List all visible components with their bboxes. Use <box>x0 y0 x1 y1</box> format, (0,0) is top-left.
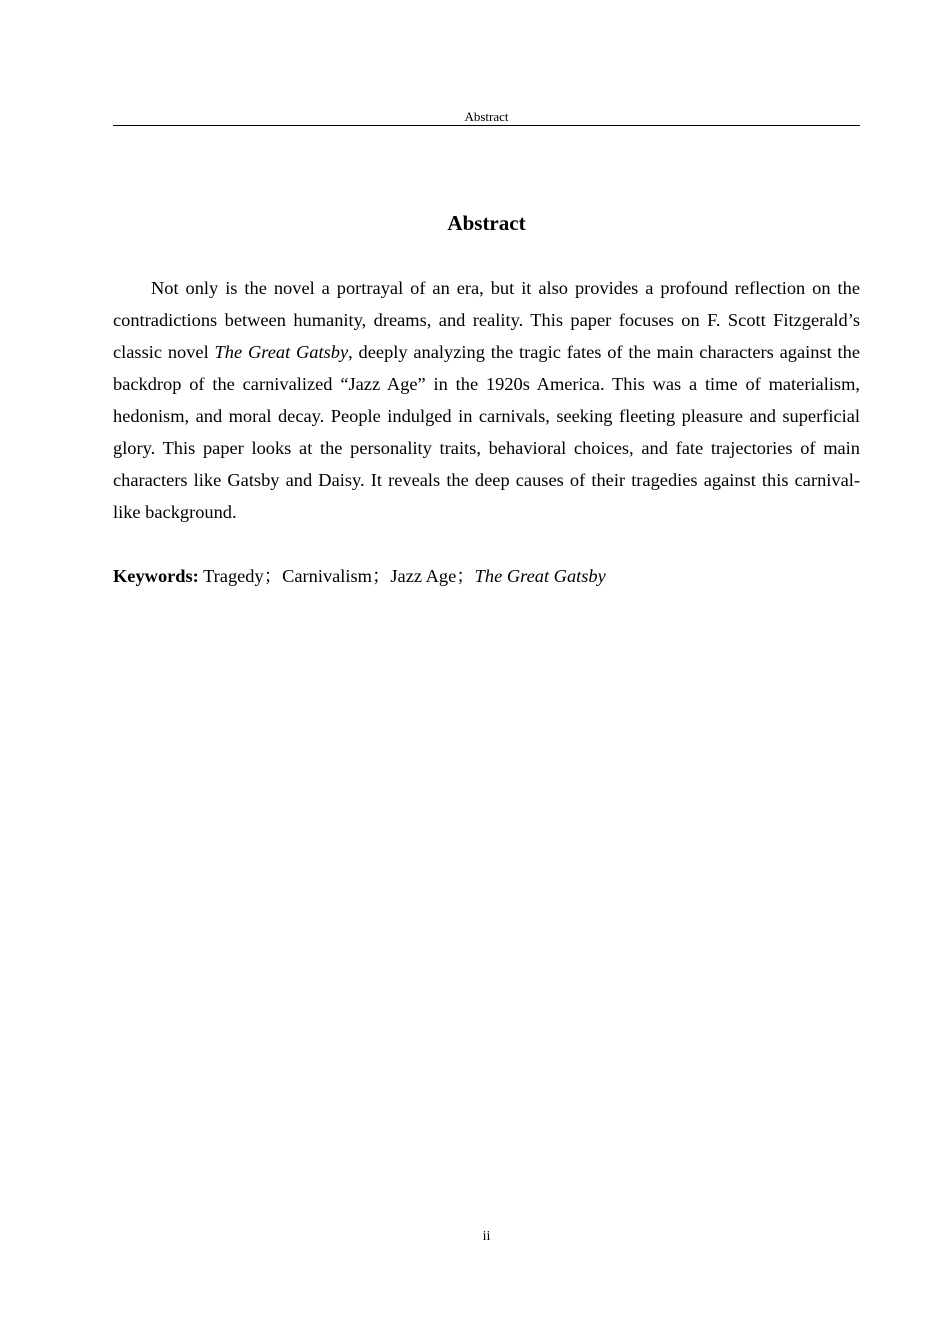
keyword-item: Carnivalism； <box>282 566 391 586</box>
header-rule <box>113 125 860 126</box>
abstract-paragraph <box>113 272 860 528</box>
abstract-text-part1: Not only is the novel a portrayal of an era, but it also provides a profound reflection on the contradictions between humanity, dreams, and reality. This paper focuses on F. Scott Fitzgerald’s classic novel <box>113 278 860 362</box>
abstract-book-title: The Great Gatsby <box>214 342 349 362</box>
page-number: ii <box>482 1229 491 1244</box>
running-header: Abstract <box>464 109 509 124</box>
keyword-item-book-title: The Great Gatsby <box>474 566 606 586</box>
page-title: Abstract <box>447 211 526 235</box>
keywords-line <box>113 560 860 592</box>
keywords-label: Keywords: <box>113 566 199 586</box>
keyword-item: Tragedy； <box>203 566 283 586</box>
abstract-text-part2: , deeply analyzing the tragic fates of the main characters against the backdrop of the carnivalized “Jazz Age” in the 1920s America. This was a time of materialism, hedonism, and moral decay. People indulged in carnivals, seeking fleeting pleasure and superficial glory. This paper looks at the personality traits, behavioral choices, and fate trajectories of main characters like Gatsby and Daisy. It reveals the deep causes of their tragedies against this carnival-like background. <box>113 342 861 522</box>
keyword-item: Jazz Age； <box>390 566 475 586</box>
